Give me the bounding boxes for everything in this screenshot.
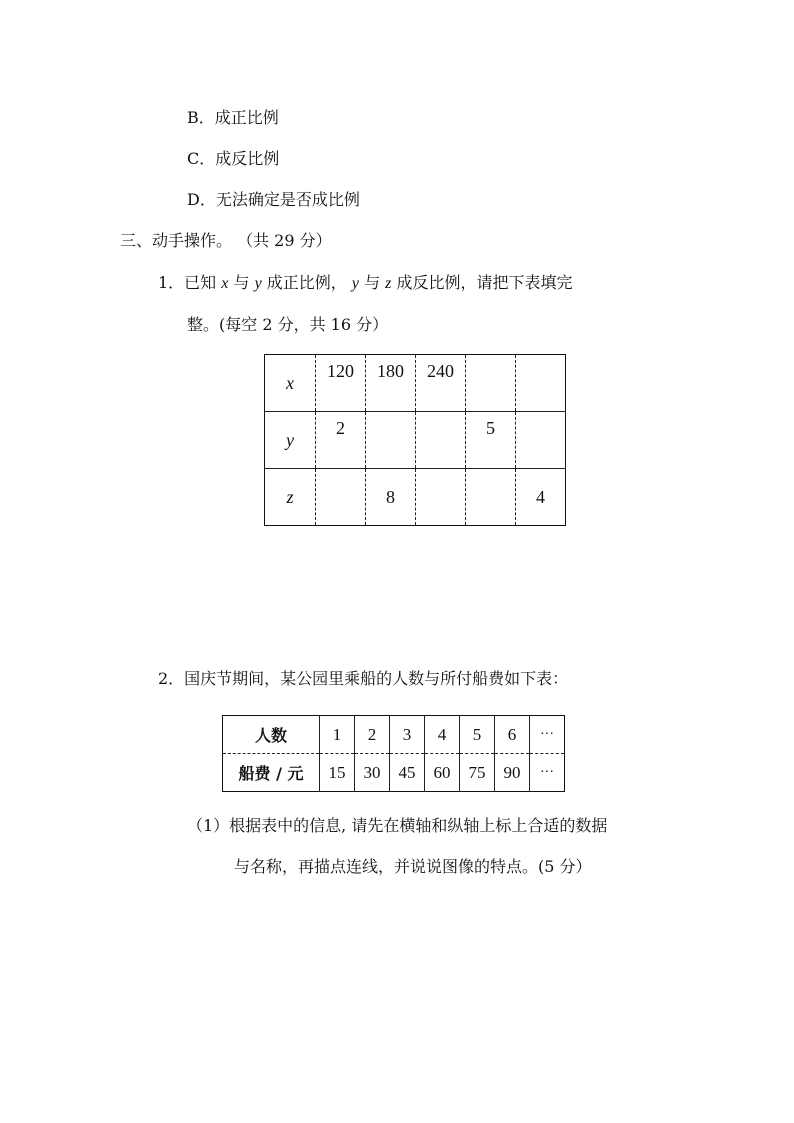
question-1-text xyxy=(158,273,573,294)
table-cell xyxy=(466,355,516,412)
section-heading: 三、动手操作。 （共 29 分） xyxy=(120,231,332,250)
table-cell xyxy=(416,412,466,469)
q1-text-mid3: 与 xyxy=(358,273,386,292)
table-cell: 120 xyxy=(316,355,366,412)
table-row xyxy=(265,469,566,526)
table-cell: 75 xyxy=(460,754,495,792)
question-1-scoring: 整。(每空 2 分，共 16 分） xyxy=(187,315,389,334)
table-cell: 4 xyxy=(425,716,460,754)
boat-fee-table xyxy=(222,715,565,792)
question-2-sub1-line1: （1）根据表中的信息, 请先在横轴和纵轴上标上合适的数据 xyxy=(187,816,608,835)
table-row xyxy=(265,412,566,469)
table-cell: 5 xyxy=(466,412,516,469)
var-x: x xyxy=(221,275,229,292)
var-y: y xyxy=(254,275,262,292)
table-cell xyxy=(516,412,566,469)
table-cell: 30 xyxy=(355,754,390,792)
table-cell: 2 xyxy=(316,412,366,469)
table-cell: 240 xyxy=(416,355,466,412)
row-label-people: 人数 xyxy=(254,726,287,745)
option-d: D．无法确定是否成比例 xyxy=(187,190,360,209)
var-y2: y xyxy=(351,275,359,292)
table-cell xyxy=(516,355,566,412)
table-cell: 180 xyxy=(366,355,416,412)
table-cell: 60 xyxy=(425,754,460,792)
table-cell: 15 xyxy=(320,754,355,792)
question-2-text: 2．国庆节期间，某公园里乘船的人数与所付船费如下表： xyxy=(158,669,569,688)
option-c: C．成反比例 xyxy=(187,149,280,168)
table-cell xyxy=(466,469,516,526)
q1-text-pre: 1．已知 xyxy=(158,273,222,292)
row-label: y xyxy=(265,412,316,469)
row-label-fee: 船费 / 元 xyxy=(223,754,320,792)
row-label: z xyxy=(265,469,316,526)
table-row xyxy=(223,716,565,754)
row-label: x xyxy=(286,372,294,393)
table-cell-ellipsis: ··· xyxy=(530,754,565,792)
option-b: B．成正比例 xyxy=(187,108,279,127)
table-cell xyxy=(366,412,416,469)
table-cell: 1 xyxy=(320,716,355,754)
table-cell: 6 xyxy=(495,716,530,754)
table-cell: 4 xyxy=(516,469,566,526)
table-cell: 2 xyxy=(355,716,390,754)
table-cell: 8 xyxy=(366,469,416,526)
table-row xyxy=(223,754,565,792)
table-cell-ellipsis: ··· xyxy=(530,716,565,754)
q1-text-mid1: 与 xyxy=(228,273,255,292)
xyz-table xyxy=(264,354,566,526)
table-cell: 3 xyxy=(390,716,425,754)
question-2-sub1-line2: 与名称，再描点连线，并说说图像的特点。(5 分） xyxy=(234,857,592,876)
table-cell xyxy=(416,469,466,526)
var-z: z xyxy=(385,275,392,292)
q1-text-post: 成反比例，请把下表填完 xyxy=(391,273,573,292)
table-row xyxy=(265,355,566,412)
q1-text-mid2: 成正比例， xyxy=(261,273,352,292)
table-cell: 5 xyxy=(460,716,495,754)
table-cell: 90 xyxy=(495,754,530,792)
table-cell xyxy=(316,469,366,526)
table-cell: 45 xyxy=(390,754,425,792)
